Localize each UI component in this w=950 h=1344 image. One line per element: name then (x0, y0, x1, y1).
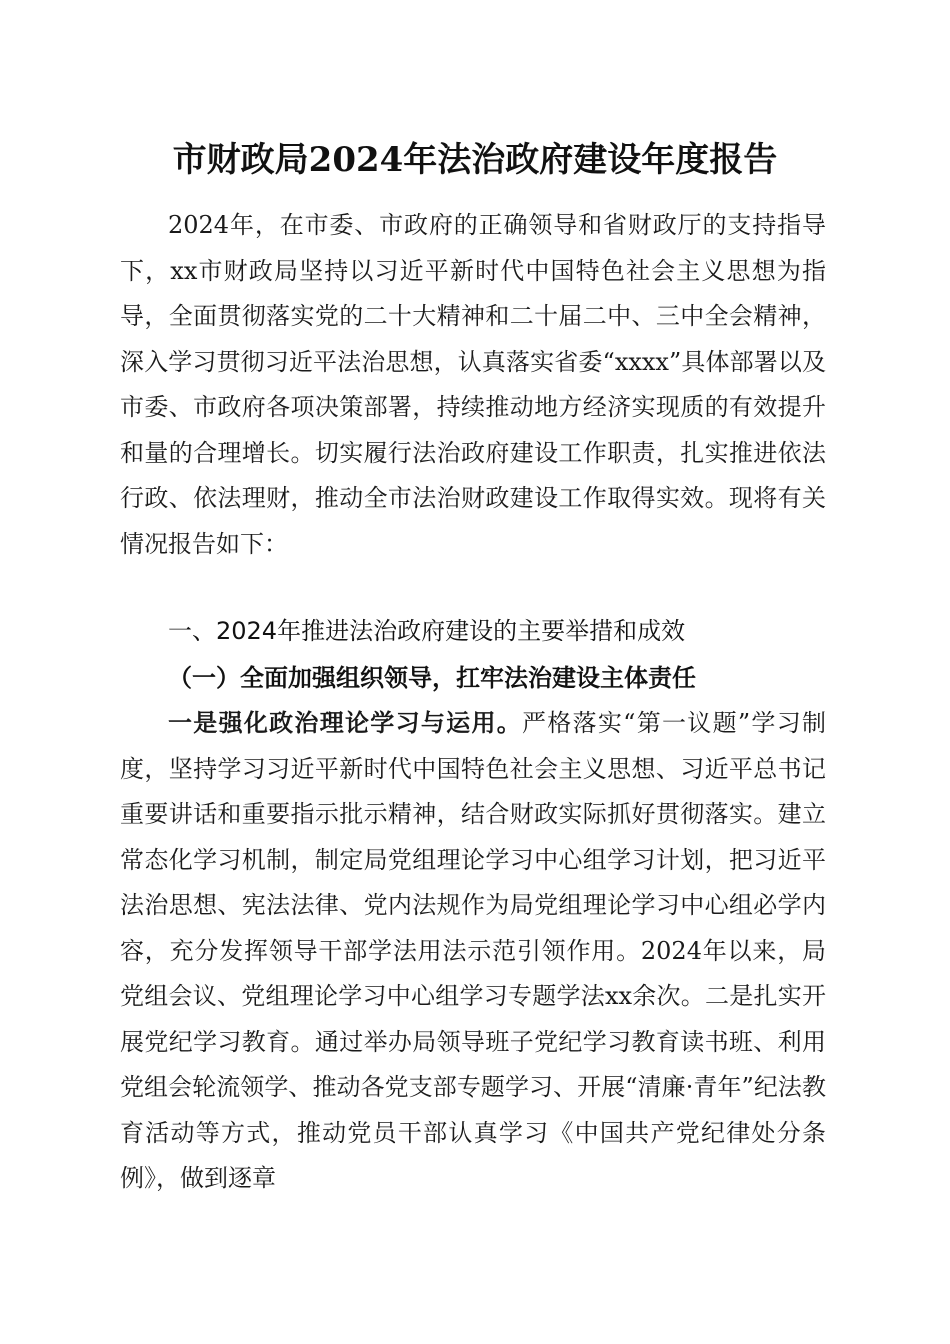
document-title: 市财政局2024年法治政府建设年度报告 (172, 140, 778, 180)
body-paragraph (120, 700, 826, 1202)
intro-paragraph: 2024年，在市委、市政府的正确领导和省财政厅的支持指导下，xx市财政局坚持以习近平新时代中国特色社会主义思想为指导，全面贯彻落实党的二十大精神和二十届二中、三中全会精神，深入学习贯彻习近平法治思想，认真落实省委“xxxx”具体部署以及市委、市政府各项决策部署，持续推动地方经济实现质的有效提升和量的合理增长。切实履行法治政府建设工作职责，扎实推进依法行政、依法理财，推动全市法治财政建设工作取得实效。现将有关情况报告如下： (120, 211, 826, 558)
subsection-heading: （一）全面加强组织领导，扛牢法治建设主体责任 (168, 663, 696, 692)
body-paragraph-text: 严格落实“第一议题”学习制度，坚持学习习近平新时代中国特色社会主义思想、习近平总书记重要讲话和重要指示批示精神，结合财政实际抓好贯彻落实。建立常态化学习机制，制定局党组理论学习中心组学习计划，把习近平法治思想、宪法法律、党内法规作为局党组理论学习中心组必学内容，充分发挥领导干部学法用法示范引领作用。2024年以来，局党组会议、党组理论学习中心组学习专题学法xx余次。二是扎实开展党纪学习教育。通过举办局领导班子党纪学习教育读书班、利用党组会轮流领学、推动各党支部专题学习、开展“清廉·青年”纪法教育活动等方式，推动党员干部认真学习《中国共产党纪律处分条例》，做到逐章 (120, 709, 826, 1192)
section-heading: 一、2024年推进法治政府建设的主要举措和成效 (168, 617, 686, 645)
body-paragraph-lead: 一是强化政治理论学习与运用。 (168, 708, 523, 737)
